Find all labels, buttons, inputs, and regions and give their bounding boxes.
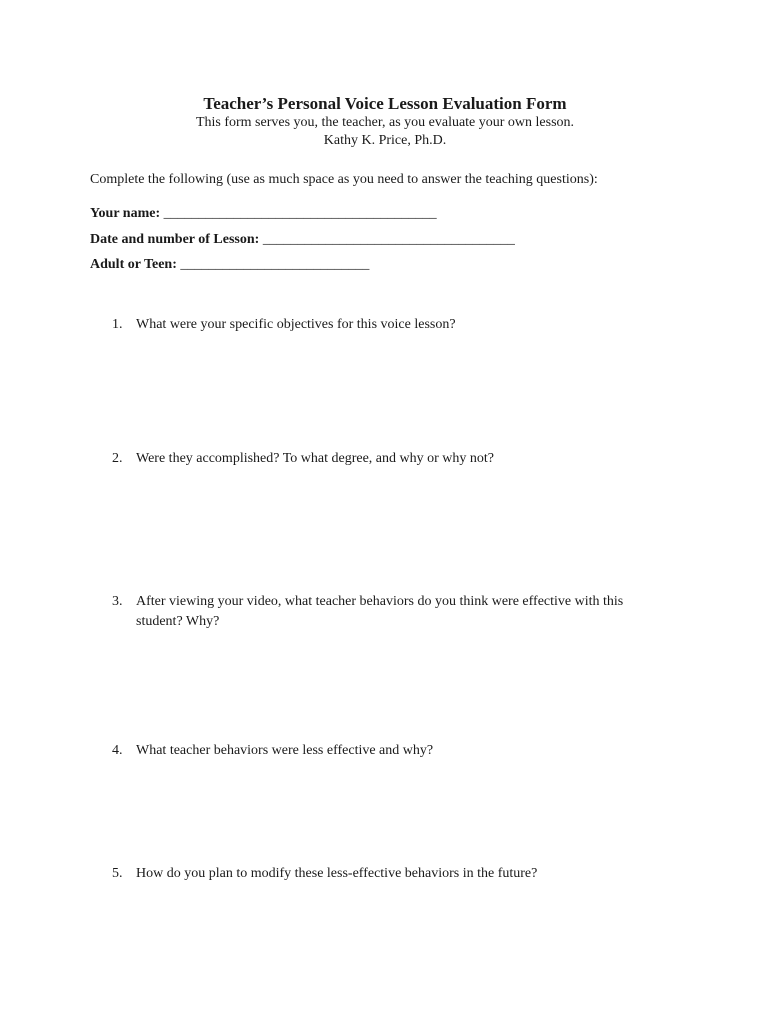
question-number: 5. bbox=[112, 866, 123, 881]
question-number: 1. bbox=[112, 317, 123, 332]
name-label: Your name: bbox=[90, 206, 161, 221]
question-item bbox=[112, 741, 672, 761]
date-lesson-field[interactable] bbox=[90, 232, 515, 248]
name-field[interactable] bbox=[90, 206, 437, 222]
question-item bbox=[112, 449, 672, 469]
question-number: 2. bbox=[112, 451, 123, 466]
question-item bbox=[112, 315, 672, 335]
question-number: 3. bbox=[112, 594, 123, 609]
question-item bbox=[112, 592, 672, 632]
question-text: Were they accomplished? To what degree, and why or why not? bbox=[136, 451, 495, 466]
adult-teen-blank-line[interactable]: ___________________________ bbox=[180, 257, 370, 272]
date-lesson-label: Date and number of Lesson: bbox=[90, 232, 260, 247]
question-text: After viewing your video, what teacher behaviors do you think were effective with this student? Why? bbox=[136, 594, 624, 629]
name-blank-line[interactable]: _______________________________________ bbox=[163, 206, 437, 221]
question-text: How do you plan to modify these less-effective behaviors in the future? bbox=[136, 866, 538, 881]
date-lesson-blank-line[interactable]: ____________________________________ bbox=[262, 232, 515, 247]
form-author: Kathy K. Price, Ph.D. bbox=[323, 133, 447, 148]
adult-teen-field[interactable] bbox=[90, 257, 369, 273]
question-number: 4. bbox=[112, 743, 123, 758]
question-text: What teacher behaviors were less effective and why? bbox=[136, 743, 434, 758]
question-item bbox=[112, 864, 672, 884]
question-text: What were your specific objectives for this voice lesson? bbox=[136, 317, 456, 332]
form-title: Teacher’s Personal Voice Lesson Evaluation Form bbox=[203, 94, 567, 113]
form-instructions: Complete the following (use as much space as you need to answer the teaching questions): bbox=[90, 172, 598, 187]
form-subtitle: This form serves you, the teacher, as you evaluate your own lesson. bbox=[195, 115, 575, 130]
adult-teen-label: Adult or Teen: bbox=[90, 257, 177, 272]
